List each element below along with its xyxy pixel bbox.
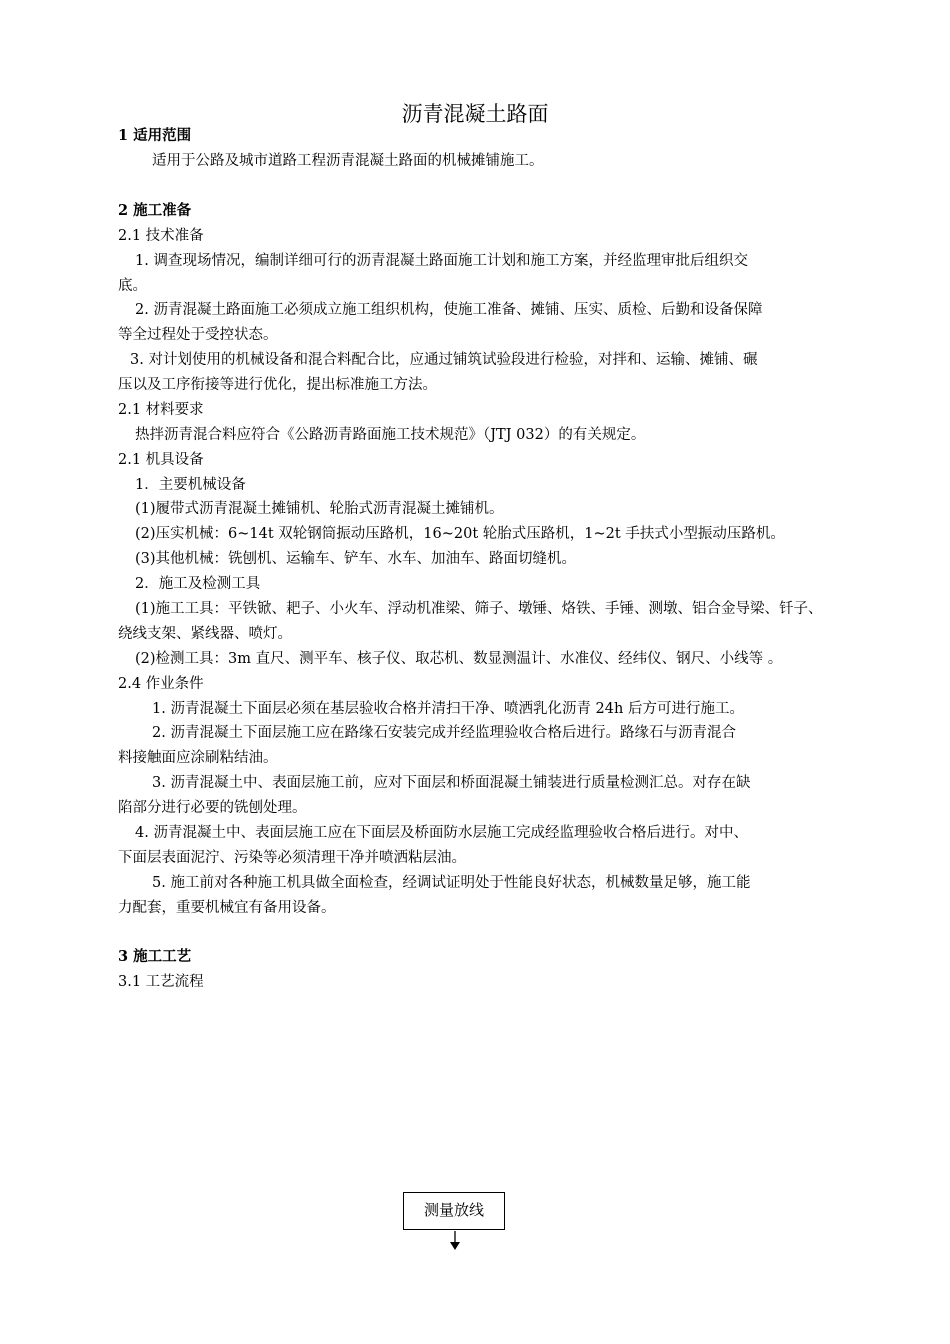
paragraph-line: 5. 施工前对各种施工机具做全面检查，经调试证明处于性能良好状态，机械数量足够，施工能 — [152, 875, 751, 891]
paragraph-line: 4. 沥青混凝土中、表面层施工应在下面层及桥面防水层施工完成经监理验收合格后进行。对中、 — [135, 825, 748, 841]
paragraph-line: 3. 对计划使用的机械设备和混合料配合比，应通过铺筑试验段进行检验，对拌和、运输、摊铺、碾 — [130, 352, 758, 368]
flowchart-box-survey: 测量放线 — [403, 1192, 505, 1230]
paragraph-line: 压以及工序衔接等进行优化，提出标准施工方法。 — [118, 377, 437, 393]
flowchart-arrow-down-icon — [447, 1231, 463, 1251]
document-title: 沥青混凝土路面 — [401, 102, 549, 126]
list-item: 绕线支架、紧线器、喷灯。 — [118, 626, 292, 642]
subsection-heading: 2.4 作业条件 — [118, 676, 204, 692]
paragraph-line: 力配套，重要机械宜有备用设备。 — [118, 900, 336, 916]
paragraph-line: 下面层表面泥泞、污染等必须清理干净并喷洒粘层油。 — [118, 850, 466, 866]
list-heading: 1．主要机械设备 — [135, 477, 246, 493]
paragraph-line: 等全过程处于受控状态。 — [118, 327, 278, 343]
list-item: (1)施工工具：平铁锨、耙子、小火车、浮动机准梁、筛子、墩锤、烙铁、手锤、测墩、铝合金导梁、钎子、 — [135, 601, 823, 617]
paragraph-line: 料接触面应涂刷粘结油。 — [118, 750, 278, 766]
list-item: (2)压实机械：6~14t 双轮钢筒振动压路机，16~20t 轮胎式压路机，1~2t 手扶式小型振动压路机。 — [135, 526, 785, 542]
subsection-heading: 3.1 工艺流程 — [118, 974, 204, 990]
subsection-heading: 2.1 技术准备 — [118, 228, 204, 244]
list-heading: 2．施工及检测工具 — [135, 576, 261, 592]
paragraph-line: 2. 沥青混凝土路面施工必须成立施工组织机构，使施工准备、摊铺、压实、质检、后勤和设备保障 — [135, 302, 763, 318]
list-item: (1)履带式沥青混凝土摊铺机、轮胎式沥青混凝土摊铺机。 — [135, 501, 504, 517]
paragraph-line: 2. 沥青混凝土下面层施工应在路缘石安装完成并经监理验收合格后进行。路缘石与沥青混合 — [152, 725, 736, 741]
paragraph-line: 1. 调查现场情况，编制详细可行的沥青混凝土路面施工计划和施工方案，并经监理审批后组织交 — [135, 253, 748, 269]
section-heading: 1 适用范围 — [118, 127, 192, 144]
paragraph-line: 热拌沥青混合料应符合《公路沥青路面施工技术规范》（JTJ 032）的有关规定。 — [135, 427, 646, 443]
section-heading: 2 施工准备 — [118, 202, 192, 219]
paragraph-line: 1. 沥青混凝土下面层必须在基层验收合格并清扫干净、喷洒乳化沥青 24h 后方可进行施工。 — [152, 701, 744, 717]
paragraph-line: 适用于公路及城市道路工程沥青混凝土路面的机械摊铺施工。 — [152, 153, 544, 169]
paragraph-line: 陷部分进行必要的铣刨处理。 — [118, 800, 307, 816]
subsection-heading: 2.1 材料要求 — [118, 402, 204, 418]
list-item: (2)检测工具：3m 直尺、测平车、核子仪、取芯机、数显测温计、水准仪、经纬仪、钢尺、小线等 。 — [135, 651, 783, 667]
paragraph-line: 3. 沥青混凝土中、表面层施工前，应对下面层和桥面混凝土铺装进行质量检测汇总。对存在缺 — [152, 775, 751, 791]
subsection-heading: 2.1 机具设备 — [118, 452, 204, 468]
section-heading: 3 施工工艺 — [118, 948, 192, 965]
list-item: (3)其他机械：铣刨机、运输车、铲车、水车、加油车、路面切缝机。 — [135, 551, 577, 567]
paragraph-line: 底。 — [118, 278, 147, 294]
